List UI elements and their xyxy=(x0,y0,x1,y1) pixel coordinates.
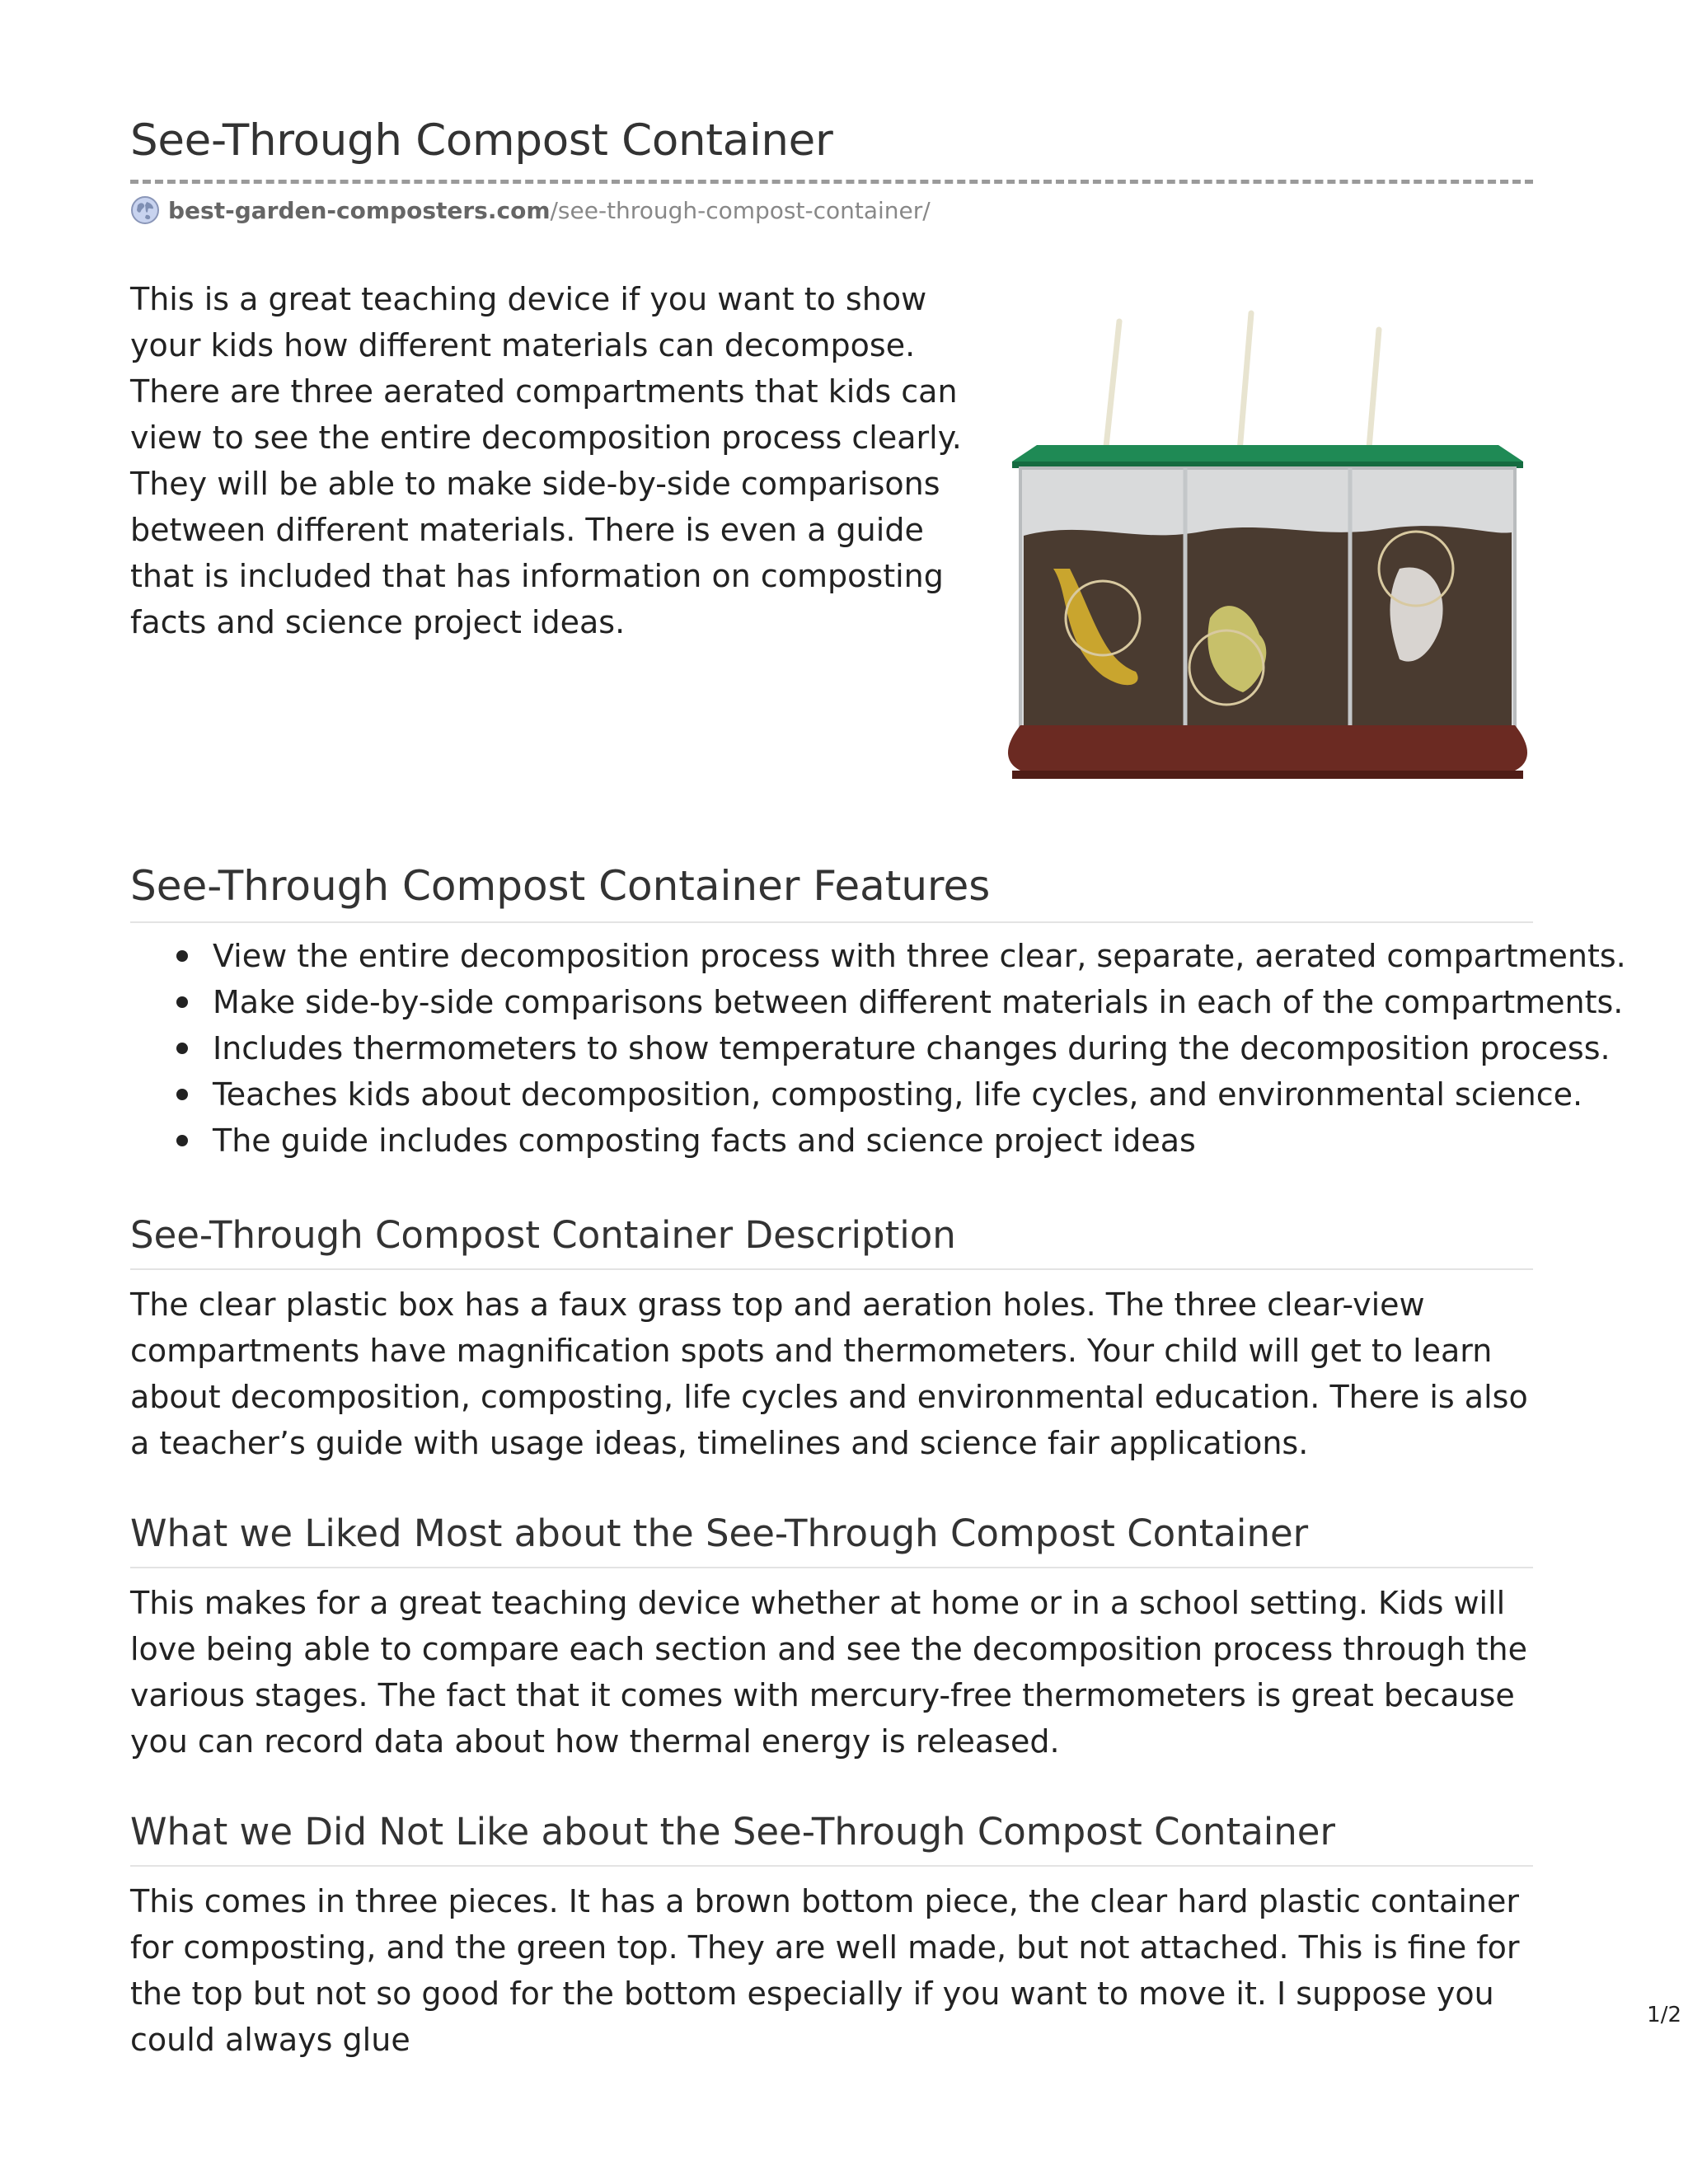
source-path[interactable]: /see-through-compost-container/ xyxy=(550,196,931,224)
disliked-divider xyxy=(130,1865,1533,1867)
green-lid xyxy=(1012,445,1523,462)
liked-divider xyxy=(130,1567,1533,1568)
list-item: View the entire decomposition process with three clear, separate, aerated compartments. xyxy=(130,933,1533,979)
page-title: See-Through Compost Container xyxy=(130,115,833,166)
source-domain[interactable]: best-garden-composters.com xyxy=(168,196,551,224)
bullet xyxy=(176,996,188,1008)
globe-icon xyxy=(130,195,160,225)
features-list xyxy=(130,933,1626,1164)
list-item: Make side-by-side comparisons between different materials in each of the compartments. xyxy=(130,979,1533,1025)
title-divider xyxy=(130,180,1533,184)
thermometer-middle xyxy=(1239,313,1251,462)
brown-base xyxy=(1008,725,1527,771)
bullet xyxy=(176,950,188,962)
features-divider xyxy=(130,921,1533,923)
description-heading: See-Through Compost Container Description xyxy=(130,1213,956,1257)
compost-container-image xyxy=(1004,297,1531,808)
list-item: Includes thermometers to show temperature changes during the decomposition process. xyxy=(130,1025,1533,1071)
page-number: 1/2 xyxy=(1647,2003,1681,2027)
liked-heading: What we Liked Most about the See-Through Compost Container xyxy=(130,1511,1309,1555)
description-paragraph: The clear plastic box has a faux grass top and aeration holes. The three clear-view compartments have magnification spots and thermometers. Your child will get to learn about decomposition, composting, life cycles and environmental education. There is also a teacher’s guide with usage ideas, timelines and science fair applications. xyxy=(130,1286,1528,1461)
disliked-paragraph: This comes in three pieces. It has a brown bottom piece, the clear hard plastic container for composting, and the green top. They are well made, but not attached. This is fine for the top but not so good for the bottom especially if you want to move it. I suppose you could always glue xyxy=(130,1883,1520,2058)
liked-paragraph: This makes for a great teaching device whether at home or in a school setting. Kids will love being able to compare each section and see the decomposition process through the various stages. The fact that it comes with mercury-free thermometers is great because you can record data about how thermal energy is released. xyxy=(130,1585,1527,1760)
source-link[interactable] xyxy=(130,194,931,226)
list-item: Teaches kids about decomposition, composting, life cycles, and environmental science. xyxy=(130,1071,1533,1118)
disliked-heading: What we Did Not Like about the See-Through Compost Container xyxy=(130,1810,1335,1854)
description-divider xyxy=(130,1268,1533,1270)
list-item: The guide includes composting facts and science project ideas xyxy=(130,1118,1533,1164)
intro-paragraph: This is a great teaching device if you want to show your kids how different materials can decompose. There are three aerated compartments that kids can view to see the entire decomposition process clearly. They will be able to make side-by-side comparisons between different materials. There is even a guide that is included that has information on composting facts and science project ideas. xyxy=(130,281,962,640)
bullet xyxy=(176,1043,188,1054)
bullet xyxy=(176,1135,188,1146)
bullet xyxy=(176,1089,188,1100)
features-heading: See-Through Compost Container Features xyxy=(130,862,991,910)
